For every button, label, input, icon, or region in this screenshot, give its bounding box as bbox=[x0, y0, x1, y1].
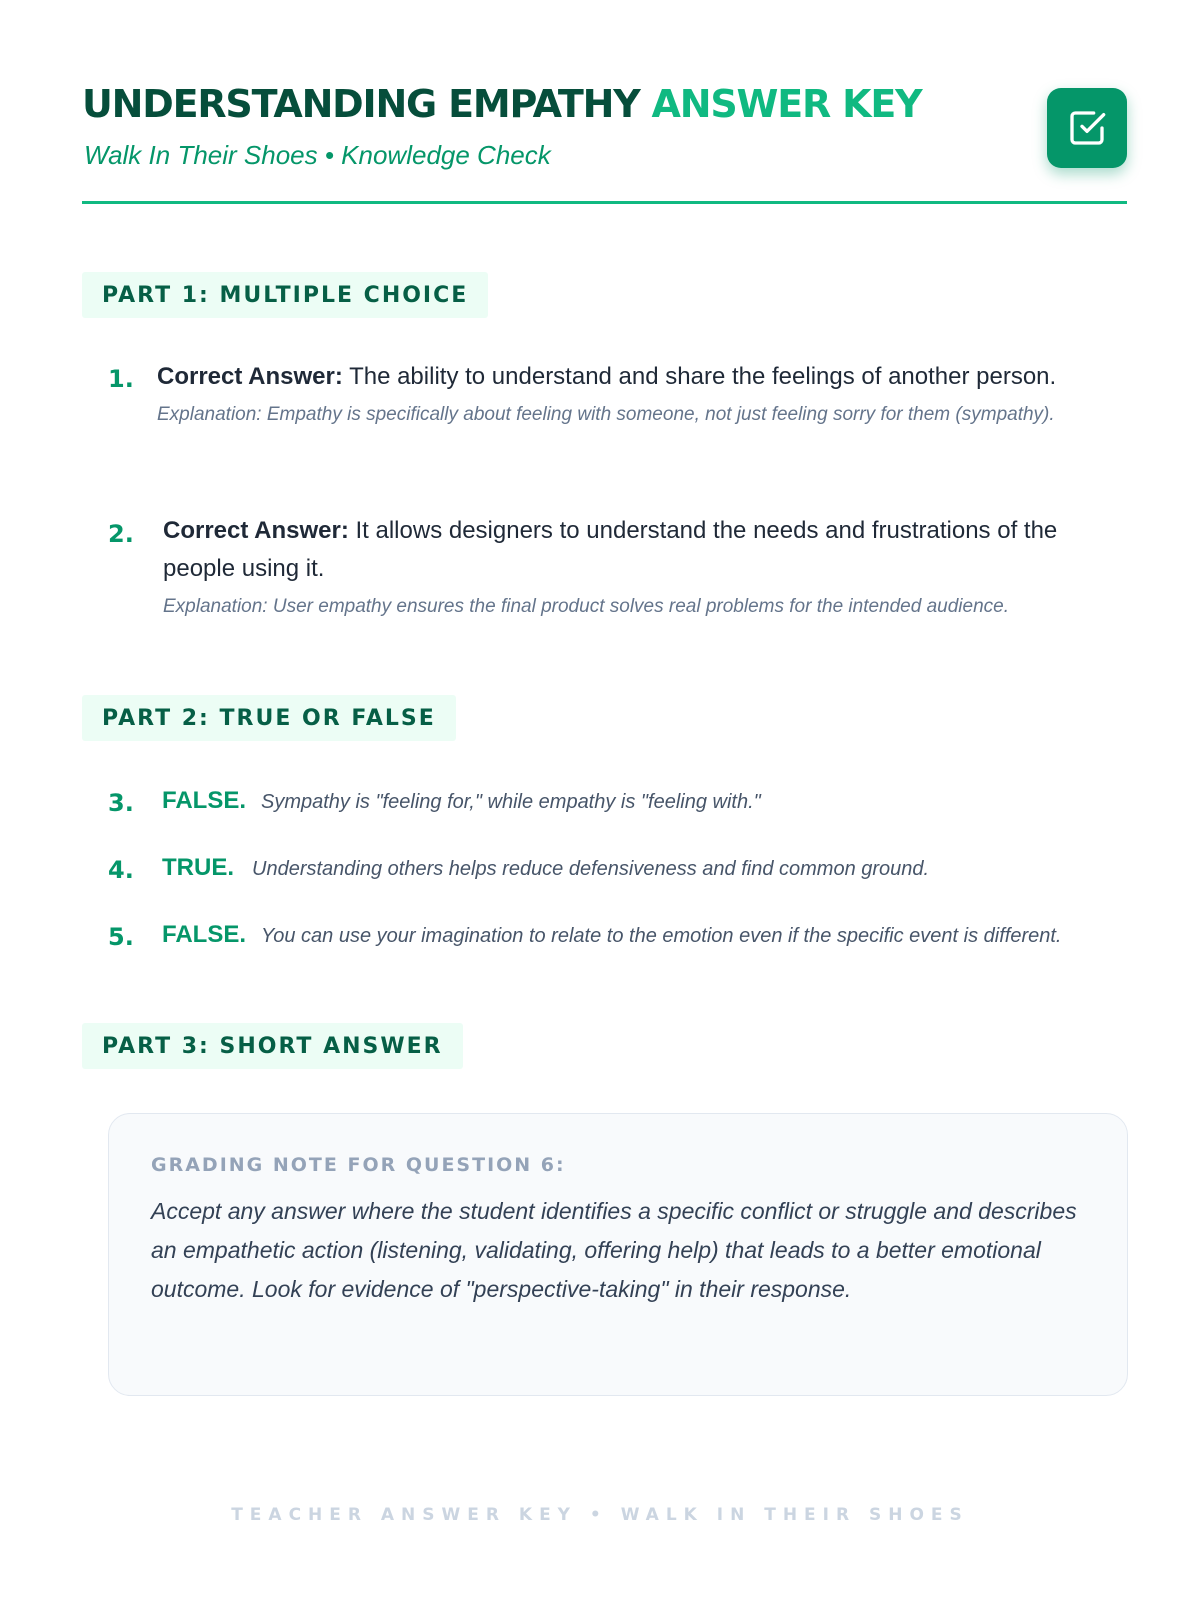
question-number: 5. bbox=[108, 923, 134, 951]
page-footer: TEACHER ANSWER KEY • WALK IN THEIR SHOES bbox=[231, 1505, 969, 1525]
verdict-reason: Understanding others helps reduce defensiveness and find common ground. bbox=[252, 858, 930, 880]
true-false-item bbox=[108, 917, 1138, 957]
grading-note-box bbox=[108, 1113, 1128, 1396]
page-title bbox=[82, 82, 921, 126]
verdict-label: FALSE. bbox=[162, 921, 247, 948]
question-body bbox=[163, 512, 1128, 626]
checkbox-edit-icon bbox=[1047, 88, 1127, 168]
answer-text: It allows designers to understand the needs and frustrations of the people using it. bbox=[163, 517, 1058, 582]
page-subtitle: Walk In Their Shoes • Knowledge Check bbox=[84, 140, 551, 170]
section-label-part1: PART 1: MULTIPLE CHOICE bbox=[82, 272, 488, 318]
verdict-reason: You can use your imagination to relate to the emotion even if the specific event is different. bbox=[261, 925, 1062, 947]
verdict-reason: Sympathy is "feeling for," while empathy is "feeling with." bbox=[261, 791, 761, 813]
true-false-item bbox=[108, 850, 1138, 890]
title-accent: ANSWER KEY bbox=[651, 82, 922, 126]
answer-explanation: Explanation: Empathy is specifically about feeling with someone, not just feeling sorry for them (sympathy). bbox=[157, 404, 1055, 425]
verdict-label: FALSE. bbox=[162, 787, 247, 814]
verdict-label: TRUE. bbox=[162, 854, 234, 881]
true-false-item bbox=[108, 783, 1138, 823]
section-label-part3: PART 3: SHORT ANSWER bbox=[82, 1023, 463, 1069]
question-number: 1. bbox=[108, 365, 134, 393]
section-label-part2: PART 2: TRUE OR FALSE bbox=[82, 695, 456, 741]
question-number: 3. bbox=[108, 789, 134, 817]
question-number: 4. bbox=[108, 856, 134, 884]
question-body bbox=[157, 358, 1128, 434]
title-main: UNDERSTANDING EMPATHY bbox=[82, 82, 640, 126]
answer-label: Correct Answer: bbox=[163, 517, 349, 544]
correct-answer bbox=[157, 358, 1128, 396]
answer-explanation: Explanation: User empathy ensures the final product solves real problems for the intended audience. bbox=[163, 596, 1009, 617]
correct-answer bbox=[163, 512, 1128, 588]
grading-note-text: Accept any answer where the student identifies a specific conflict or struggle and describes an empathetic action (listening, validating, offering help) that leads to a better emotional outcome. Look for evidence of "perspective-taking" in their response. bbox=[151, 1198, 1077, 1302]
page-header bbox=[82, 78, 1127, 204]
grading-note-title: GRADING NOTE FOR QUESTION 6: bbox=[151, 1154, 566, 1176]
answer-text: The ability to understand and share the feelings of another person. bbox=[349, 363, 1057, 390]
question-number: 2. bbox=[108, 520, 134, 548]
answer-label: Correct Answer: bbox=[157, 363, 343, 390]
